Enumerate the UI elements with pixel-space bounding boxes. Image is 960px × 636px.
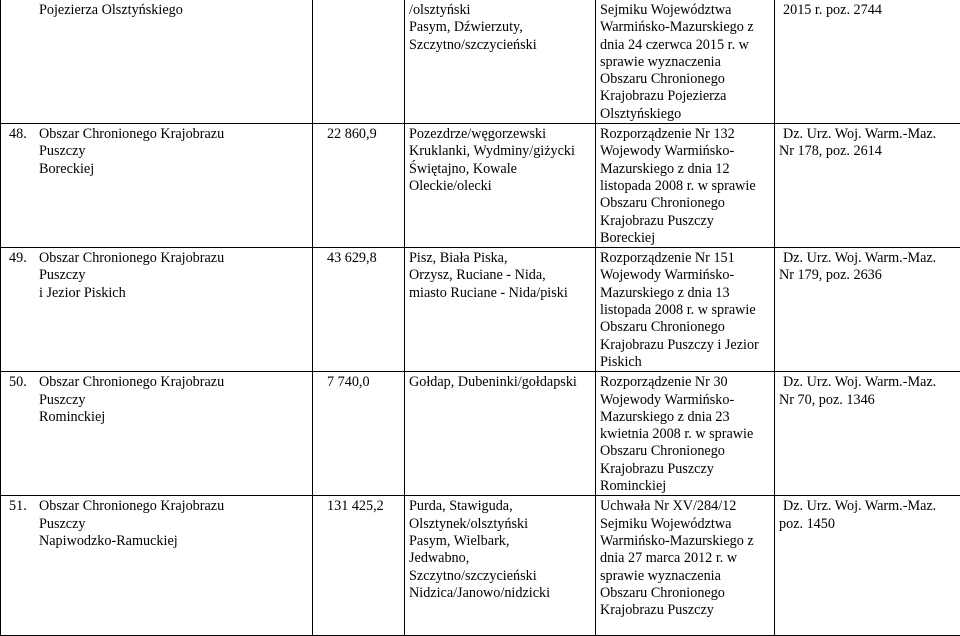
places: Gołdap, Dubeninki/gołdapski: [409, 374, 577, 390]
places: Purda, Stawiguda, Olsztynek/olsztyński Pasym, Wielbark, Jedwabno, Szczytno/szczycieński Nidzica/Janowo/nidzicki: [409, 498, 550, 600]
area-size: 22 860,9: [327, 126, 377, 142]
row-number: 50.: [9, 374, 39, 391]
places-cell: [405, 496, 596, 636]
legal-act-cell: [596, 372, 775, 496]
places: Pisz, Biała Piska, Orzysz, Ruciane - Nida, miasto Ruciane - Nida/piski: [409, 250, 568, 301]
area-name: Obszar Chronionego Krajobrazu Puszczy Rominckiej: [39, 374, 249, 426]
publication-cell: [775, 248, 960, 372]
publication-cell: [775, 496, 960, 636]
legal-act-cell: [596, 0, 775, 124]
area-name-cell: [1, 124, 313, 248]
area-name-cell: [1, 372, 313, 496]
area-name: Pojezierza Olsztyńskiego: [39, 2, 249, 19]
places-cell: [405, 248, 596, 372]
legal-act-cell: [596, 248, 775, 372]
area-size: 131 425,2: [327, 498, 384, 514]
row-number: 48.: [9, 126, 39, 143]
publication: Dz. Urz. Woj. Warm.-Maz. Nr 178, poz. 2614: [779, 126, 936, 159]
area-size: 43 629,8: [327, 250, 377, 266]
area-name-cell: [1, 0, 313, 124]
area-size-cell: [313, 496, 405, 636]
area-size-cell: [313, 248, 405, 372]
legal-act: Sejmiku Województwa Warmińsko-Mazurskiego z dnia 24 czerwca 2015 r. w sprawie wyznaczenia Obszaru Chronionego Krajobrazu Pojezierza Olsztyńskiego: [600, 2, 754, 122]
places-cell: [405, 0, 596, 124]
legal-act: Rozporządzenie Nr 30 Wojewody Warmińsko- Mazurskiego z dnia 23 kwietnia 2008 r. w sprawie Obszaru Chronionego Krajobrazu Puszczy Rominckiej: [600, 374, 753, 494]
legal-act-cell: [596, 496, 775, 636]
publication: Dz. Urz. Woj. Warm.-Maz. Nr 179, poz. 2636: [779, 250, 936, 283]
legal-act: Rozporządzenie Nr 132 Wojewody Warmińsko- Mazurskiego z dnia 12 listopada 2008 r. w sprawie Obszaru Chronionego Krajobrazu Puszczy Boreckiej: [600, 126, 756, 246]
row-number: 51.: [9, 498, 39, 515]
area-name: Obszar Chronionego Krajobrazu Puszczy Boreckiej: [39, 126, 249, 178]
row-number: 49.: [9, 250, 39, 267]
publication: Dz. Urz. Woj. Warm.-Maz. poz. 1450: [779, 498, 936, 531]
legal-act: Uchwała Nr XV/284/12 Sejmiku Województwa Warmińsko-Mazurskiego z dnia 27 marca 2012 r. w sprawie wyznaczenia Obszaru Chronionego Krajobrazu Puszczy: [600, 498, 754, 618]
table-row: [1, 372, 960, 496]
legal-act: Rozporządzenie Nr 151 Wojewody Warmińsko- Mazurskiego z dnia 13 listopada 2008 r. w sprawie Obszaru Chronionego Krajobrazu Puszczy i Jezior Piskich: [600, 250, 759, 370]
places: /olsztyński Pasym, Dźwierzuty, Szczytno/szczycieński: [409, 2, 537, 53]
area-size-cell: [313, 124, 405, 248]
area-name: Obszar Chronionego Krajobrazu Puszczy Napiwodzko-Ramuckiej: [39, 498, 249, 550]
publication-cell: [775, 0, 960, 124]
places-cell: [405, 124, 596, 248]
table-row: [1, 496, 960, 636]
publication: Dz. Urz. Woj. Warm.-Maz. Nr 70, poz. 1346: [779, 374, 936, 407]
publication: 2015 r. poz. 2744: [779, 2, 882, 18]
area-size-cell: [313, 372, 405, 496]
area-name-cell: [1, 496, 313, 636]
area-name-cell: [1, 248, 313, 372]
area-name: Obszar Chronionego Krajobrazu Puszczy i Jezior Piskich: [39, 250, 249, 302]
publication-cell: [775, 124, 960, 248]
table-row: [1, 248, 960, 372]
area-size-cell: [313, 0, 405, 124]
publication-cell: [775, 372, 960, 496]
table-row: [1, 124, 960, 248]
places: Pozezdrze/węgorzewski Kruklanki, Wydminy/giżycki Świętajno, Kowale Oleckie/olecki: [409, 126, 575, 194]
area-size: 7 740,0: [327, 374, 370, 390]
table-row: [1, 0, 960, 124]
places-cell: [405, 372, 596, 496]
legal-act-cell: [596, 124, 775, 248]
